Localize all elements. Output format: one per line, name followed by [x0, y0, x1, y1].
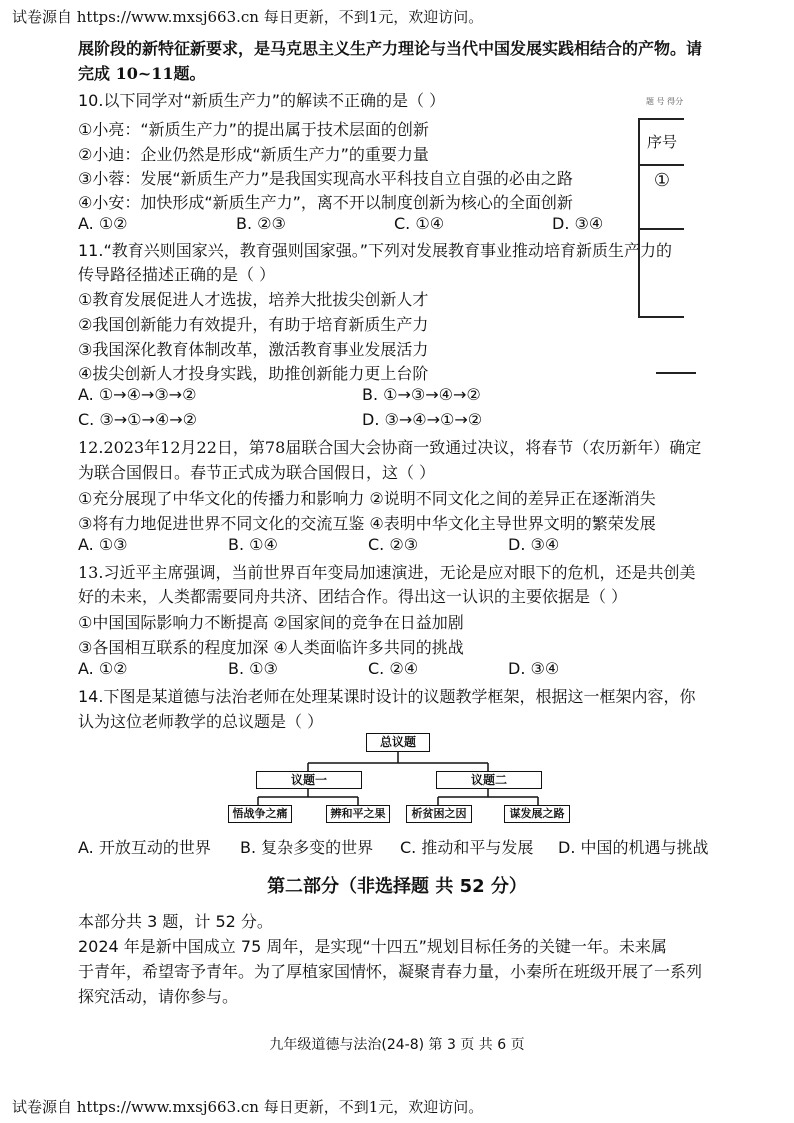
q14-option-a[interactable]: A. 开放互动的世界	[78, 838, 211, 857]
q12-option-b[interactable]: B. ①④	[228, 535, 278, 554]
score-table-header: 序号	[640, 120, 684, 166]
q11-item-4: ④拔尖创新人才投身实践，助推创新能力更上台阶	[78, 364, 429, 383]
diagram-leaf-4: 谋发展之路	[504, 805, 570, 823]
q14-options	[78, 835, 718, 858]
diagram-leaf-2: 辨和平之果	[326, 805, 390, 823]
q12-stem-1: 12.2023年12月22日，第78届联合国大会协商一致通过决议，将春节（农历新年）确定	[78, 438, 702, 457]
q11-stem-2: 传导路径描述正确的是（ ）	[78, 265, 276, 284]
q13-items-row-1: ①中国国际影响力不断提高 ②国家间的竞争在日益加剧	[78, 613, 464, 632]
bottom-source-banner: 试卷源自 https://www.mxsj663.cn 每日更新，不到1元，欢迎访问。	[12, 1098, 484, 1116]
q14-option-c[interactable]: C. 推动和平与发展	[400, 838, 534, 857]
q10-option-c[interactable]: C. ①④	[394, 214, 445, 233]
topic-framework-diagram	[228, 733, 568, 828]
q11-option-a[interactable]: A. ①→④→③→②	[78, 385, 197, 404]
q10-item-2: ②小迪：企业仍然是形成“新质生产力”的重要力量	[78, 145, 429, 164]
score-table-fragment	[638, 97, 698, 218]
q12-stem-2: 为联合国假日。春节正式成为联合国假日，这（ ）	[78, 463, 436, 482]
q13-stem-1: 13.习近平主席强调，当前世界百年变局加速演进，无论是应对眼下的危机，还是共创美	[78, 563, 696, 582]
q11-item-1: ①教育发展促进人才选拔，培养大批拔尖创新人才	[78, 290, 429, 309]
q10-option-d[interactable]: D. ③④	[552, 214, 604, 233]
q11-options-row-1	[78, 385, 708, 404]
q11-options-row-2	[78, 410, 708, 429]
page-footer: 九年级道德与法治(24-8) 第 3 页 共 6 页	[269, 1037, 525, 1053]
q14-stem-2: 认为这位老师教学的总议题是（ ）	[78, 712, 324, 731]
q12-items-row-2: ③将有力地促进世界不同文化的交流互鉴 ④表明中华文化主导世界文明的繁荣发展	[78, 514, 656, 533]
q13-option-b[interactable]: B. ①③	[228, 659, 278, 678]
q14-option-d[interactable]: D. 中国的机遇与挑战	[558, 838, 709, 857]
q12-options	[78, 535, 708, 554]
q13-items-row-2: ③各国相互联系的程度加深 ④人类面临许多共同的挑战	[78, 638, 464, 657]
q14-option-b[interactable]: B. 复杂多变的世界	[240, 838, 374, 857]
q10-item-4: ④小安：加快形成“新质生产力”，离不开以制度创新为核心的全面创新	[78, 193, 573, 212]
part2-summary: 本部分共 3 题，计 52 分。	[78, 912, 273, 931]
q11-option-d[interactable]: D. ③→④→①→②	[362, 410, 483, 429]
q11-item-3: ③我国深化教育体制改革，激活教育事业发展活力	[78, 340, 429, 359]
diagram-root-box: 总议题	[366, 733, 430, 752]
q10-stem: 10.以下同学对“新质生产力”的解读不正确的是（ ）	[78, 91, 446, 110]
diagram-sub2-box: 议题二	[436, 771, 542, 789]
q11-item-2: ②我国创新能力有效提升，有助于培育新质生产力	[78, 315, 429, 334]
q11-stem-1: 11.“教育兴则国家兴，教育强则国家强。”下列对发展教育事业推动培育新质生产力的	[78, 241, 673, 260]
intro-line-2: 完成 10~11题。	[78, 64, 206, 83]
q11-option-c[interactable]: C. ③→①→④→②	[78, 410, 197, 429]
q12-option-a[interactable]: A. ①③	[78, 535, 128, 554]
q10-option-b[interactable]: B. ②③	[236, 214, 286, 233]
part2-para-2: 于青年，希望寄予青年。为了厚植家国情怀，凝聚青春力量，小秦所在班级开展了一系列	[78, 962, 703, 981]
top-source-banner: 试卷源自 https://www.mxsj663.cn 每日更新，不到1元，欢迎访问。	[12, 8, 484, 26]
q13-option-d[interactable]: D. ③④	[508, 659, 560, 678]
q12-option-c[interactable]: C. ②③	[368, 535, 419, 554]
q10-options	[78, 214, 708, 233]
q10-item-3: ③小蓉：发展“新质生产力”是我国实现高水平科技自立自强的必由之路	[78, 169, 573, 188]
diagram-leaf-3: 析贫困之因	[406, 805, 472, 823]
q12-option-d[interactable]: D. ③④	[508, 535, 560, 554]
part2-para-3: 探究活动，请你参与。	[78, 987, 239, 1006]
diagram-sub1-box: 议题一	[256, 771, 362, 789]
q13-option-a[interactable]: A. ①②	[78, 659, 128, 678]
diagram-leaf-1: 悟战争之痛	[228, 805, 292, 823]
q12-items-row-1: ①充分展现了中华文化的传播力和影响力 ②说明不同文化之间的差异正在逐渐消失	[78, 489, 656, 508]
q14-stem-1: 14.下图是某道德与法治老师在处理某课时设计的议题教学框架，根据这一框架内容，你	[78, 687, 696, 706]
score-table-caption: 题 号 得分	[646, 97, 684, 106]
score-table-underline	[656, 372, 696, 374]
q10-option-a[interactable]: A. ①②	[78, 214, 128, 233]
part2-para-1: 2024 年是新中国成立 75 周年，是实现“十四五”规划目标任务的关键一年。未来属	[78, 937, 667, 956]
part2-heading: 第二部分（非选择题 共 52 分）	[267, 876, 527, 897]
score-table-mark: ①	[653, 170, 671, 191]
q13-stem-2: 好的未来，人类都需要同舟共济、团结合作。得出这一认识的主要依据是（ ）	[78, 587, 628, 606]
q13-option-c[interactable]: C. ②④	[368, 659, 419, 678]
intro-line-1: 展阶段的新特征新要求，是马克思主义生产力理论与当代中国发展实践相结合的产物。请	[78, 39, 703, 58]
q13-options	[78, 659, 708, 678]
q11-option-b[interactable]: B. ①→③→④→②	[362, 385, 481, 404]
q10-item-1: ①小亮：“新质生产力”的提出属于技术层面的创新	[78, 120, 429, 139]
